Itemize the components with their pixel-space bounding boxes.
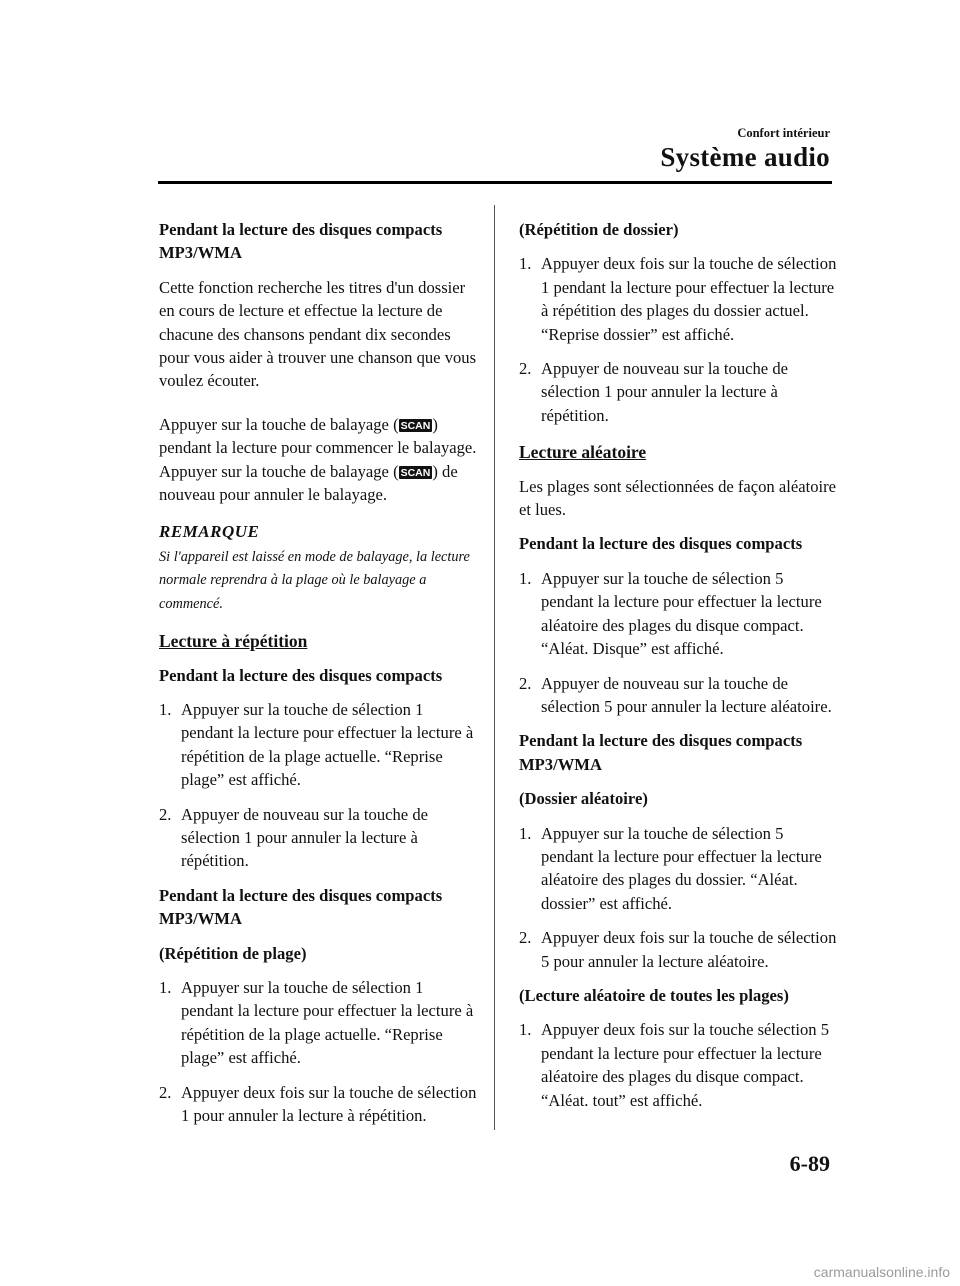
list-item: 2. Appuyer de nouveau sur la touche de sélection 1 pour annuler la lecture à répétition. [159,804,428,871]
column-divider [494,205,495,1130]
repeat-cd-steps [159,698,479,873]
list-item: 1. Appuyer deux fois sur la touche sélection 5 pendant la lecture pour effectuer la lecture aléatoire des plages du disque compact. “Aléat. tout” est affiché. [519,1020,830,1110]
random-description: Les plages sont sélectionnées de façon aléatoire et lues. [519,476,836,520]
scan-cancel-text-pre: Appuyer sur la touche de balayage ( [159,461,399,481]
page-number: 6-89 [789,1151,830,1176]
left-column [159,218,479,1138]
note-title: REMARQUE [159,522,260,542]
repeat-track-steps [159,976,479,1127]
heading-mp3-random: Pendant la lecture des disques compacts MP3/WMA [519,731,803,774]
list-item: 1. Appuyer sur la touche de sélection 1 pendant la lecture pour effectuer la lecture à répétition de la plage actuelle. “Reprise plage” est affiché. [159,977,474,1068]
heading-track-repeat: (Répétition de plage) [159,943,307,963]
heading-cd-random: Pendant la lecture des disques compacts [519,534,803,554]
list-item: 1. Appuyer sur la touche de sélection 5 pendant la lecture pour effectuer la lecture aléatoire des plages du dossier. “Aléat. dossier” est affiché. [519,823,822,913]
scan-cancel-text-post: ) de nouveau pour annuler le balayage. [159,461,458,505]
heading-cd-repeat: Pendant la lecture des disques compacts [159,665,443,685]
scan-description: Cette fonction recherche les titres d'un dossier en cours de lecture et effectue la lecture de chacune des chansons pendant dix secondes pour vous aider à trouver une chanson que vous voulez écouter. [159,277,477,391]
section-title-repeat: Lecture à répétition [159,631,308,652]
header-rule [158,181,832,184]
list-item: 2. Appuyer de nouveau sur la touche de sélection 1 pour annuler la lecture à répétition. [519,359,788,425]
random-all-steps [519,1018,839,1112]
heading-mp3-scan: Pendant la lecture des disques compacts MP3/WMA [159,220,443,263]
scan-start-text-post: ) pendant la lecture pour commencer le balayage. [159,414,477,458]
heading-all-random: (Lecture aléatoire de toutes les plages) [519,985,789,1005]
random-folder-steps [519,822,839,973]
header-title: Système audio [660,142,830,172]
scan-button-icon: SCAN [400,419,431,432]
list-item: 2. Appuyer deux fois sur la touche de sélection 1 pour annuler la lecture à répétition. [159,1082,477,1125]
list-item: 1. Appuyer sur la touche de sélection 5 pendant la lecture pour effectuer la lecture aléatoire des plages du disque compact. “Aléat. Disque” est affiché. [519,568,822,659]
heading-folder-repeat: (Répétition de dossier) [519,220,679,239]
list-item: 1. Appuyer sur la touche de sélection 1 pendant la lecture pour effectuer la lecture à répétition de la plage actuelle. “Reprise plage” est affiché. [159,699,474,790]
folder-repeat-steps [519,252,839,427]
random-cd-steps [519,567,839,718]
watermark: carmanualsonline.info [813,1264,950,1280]
list-item: 2. Appuyer deux fois sur la touche de sélection 5 pour annuler la lecture aléatoire. [519,928,837,971]
scan-button-icon: SCAN [400,466,431,479]
note-text: Si l'appareil est laissé en mode de balayage, la lecture normale reprendra à la plage où le balayage a commencé. [159,548,470,612]
section-title-random: Lecture aléatoire [519,442,647,463]
scan-start-text-pre: Appuyer sur la touche de balayage ( [159,414,399,434]
list-item: 2. Appuyer de nouveau sur la touche de sélection 5 pour annuler la lecture aléatoire. [519,673,832,716]
scan-instructions [159,413,479,507]
right-column [519,218,839,1123]
heading-mp3-repeat: Pendant la lecture des disques compacts MP3/WMA [159,885,443,929]
list-item: 1. Appuyer deux fois sur la touche de sélection 1 pendant la lecture pour effectuer la lecture à répétition des plages du dossier actuel. “Reprise dossier” est affiché. [519,254,837,344]
header-section-label: Confort intérieur [737,126,830,140]
heading-folder-random: (Dossier aléatoire) [519,789,648,809]
